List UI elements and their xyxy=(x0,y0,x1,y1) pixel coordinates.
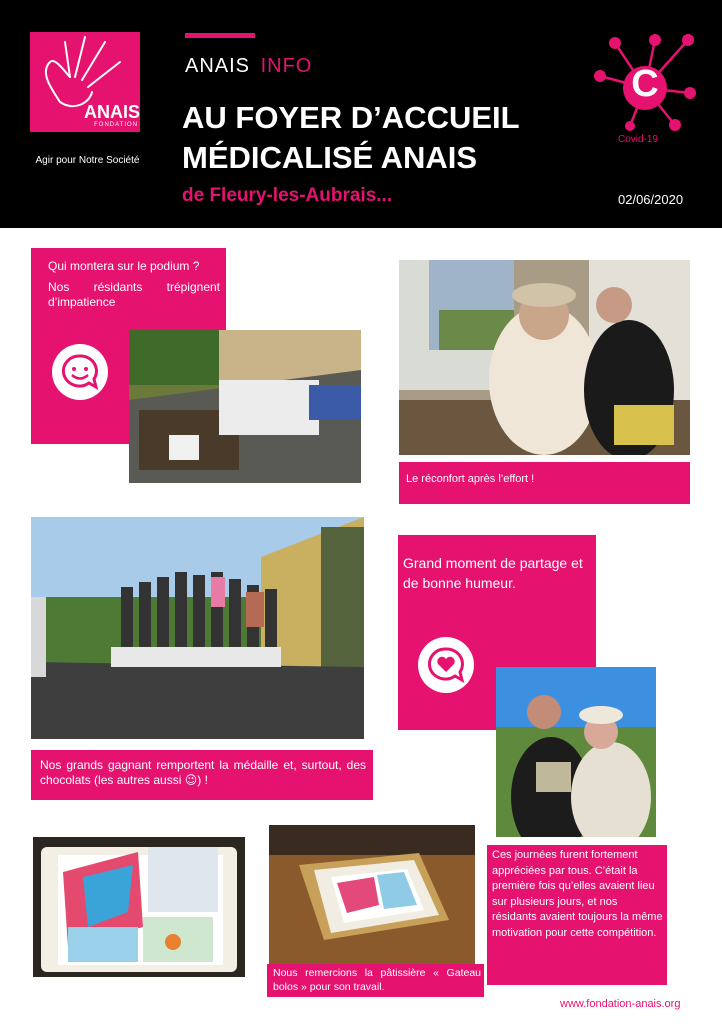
covid-virus-icon xyxy=(590,28,700,138)
page-title-line1: AU FOYER D’ACCUEIL xyxy=(182,100,520,135)
issue-date: 02/06/2020 xyxy=(618,192,684,207)
podium-text: Nos résidants trépignent d’impatience xyxy=(48,280,220,309)
logo-sub: FONDATION xyxy=(94,122,138,128)
page-subtitle: de Fleury-les-Aubrais... xyxy=(182,185,393,206)
footer-url[interactable]: www.fondation-anais.org xyxy=(560,998,681,1010)
partage-photo xyxy=(496,667,656,837)
covid-label: Covid-19 xyxy=(618,134,659,145)
heart-chat-icon xyxy=(416,635,476,695)
podium-photo xyxy=(129,330,361,483)
kicker xyxy=(185,55,312,78)
logo-name: ANAIS xyxy=(83,102,140,122)
reconfort-photo xyxy=(399,260,690,455)
cake-photo-left xyxy=(33,837,245,977)
kicker-info: INFO xyxy=(260,55,313,77)
reconfort-caption: Le réconfort après l’effort ! xyxy=(406,473,535,485)
smile-chat-icon xyxy=(50,342,110,402)
winners-photo xyxy=(31,517,364,739)
header-accent-bar xyxy=(185,33,255,38)
podium-question: Qui montera sur le podium ? xyxy=(48,259,200,273)
page-title-line2: MÉDICALISÉ ANAIS xyxy=(182,140,478,175)
kicker-anais: ANAIS xyxy=(185,55,251,77)
patissiere-caption: Nous remercions la pâtissière « Gateau bolos » pour son travail. xyxy=(273,967,481,993)
partage-caption: Grand moment de partage et de bonne humeur. xyxy=(403,555,583,591)
covid-letter: C xyxy=(631,63,659,105)
cake-photo-right xyxy=(269,825,475,965)
logo-tagline: Agir pour Notre Société xyxy=(35,155,140,166)
winners-caption: Nos grands gagnant remportent la médaille et, surtout, des chocolats (les autres aussi 😉) ! xyxy=(40,758,366,787)
journees-caption: Ces journées furent fortement appréciées par tous. C’était la première fois qu’elles avaient lieu sur plusieurs jours, et nos résidants avaient toujours la même motivation pour cette compétition. xyxy=(492,849,663,939)
